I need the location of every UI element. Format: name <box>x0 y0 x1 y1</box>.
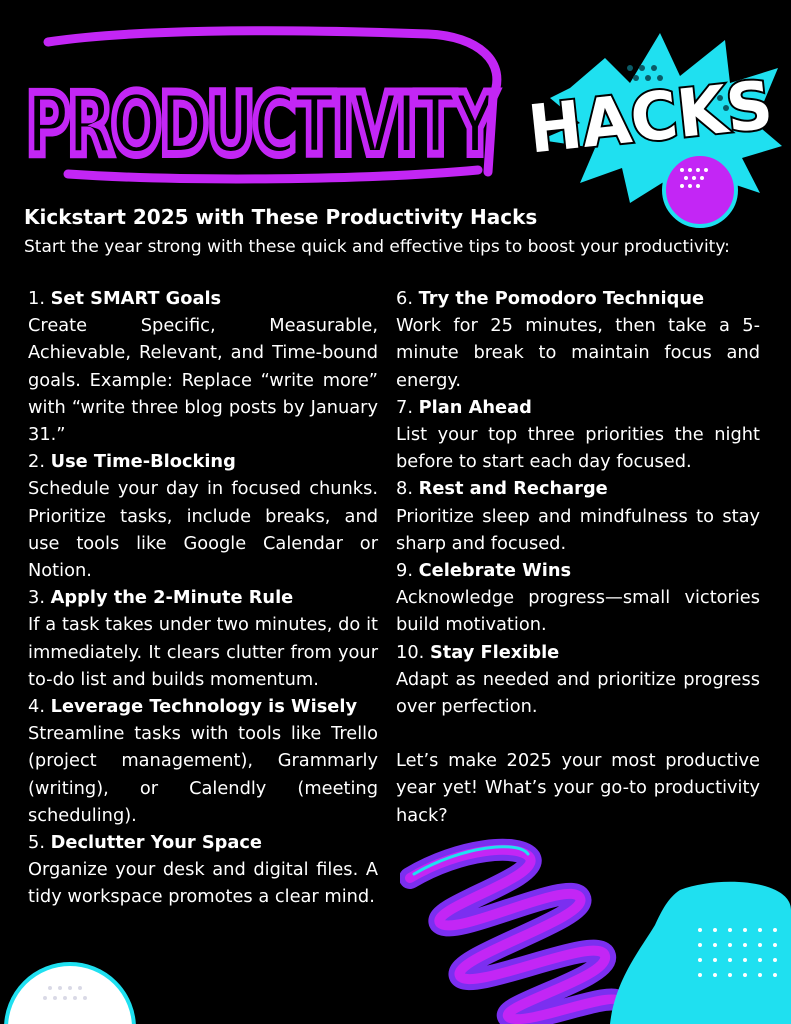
tip-name: Declutter Your Space <box>50 832 262 854</box>
tip-name: Set SMART Goals <box>50 288 222 309</box>
tip-body: Adapt as needed and prioritize progress over perfection. <box>396 668 760 718</box>
tip-body: List your top three priorities the night before to start each day focused. <box>396 424 760 473</box>
tip-title <box>396 394 760 421</box>
tip-body: Streamline tasks with tools like Trello (project management), Grammarly (writing), or Calendly (meeting scheduling). <box>28 723 378 826</box>
tip-item <box>396 394 760 476</box>
tip-name: Use Time-Blocking <box>50 451 236 473</box>
tip-title <box>28 448 378 475</box>
svg-text:HACKS: HACKS <box>524 65 785 169</box>
tip-body: Organize your desk and digital files. A tidy workspace promotes a clear mind. <box>28 859 378 908</box>
tip-number: 9. <box>396 560 413 582</box>
tip-title <box>28 693 378 720</box>
tip-name: Apply the 2-Minute Rule <box>50 587 294 609</box>
tip-name: Celebrate Wins <box>418 560 572 582</box>
tip-body: Work for 25 minutes, then take a 5-minute break to maintain focus and energy. <box>396 315 760 391</box>
tip-item <box>28 693 378 829</box>
closing-text: Let’s make 2025 your most productive year yet! What’s your go-to productivity hack? <box>396 750 760 826</box>
tip-body: If a task takes under two minutes, do it immediately. It clears clutter from your to-do list and builds momentum. <box>28 614 378 690</box>
tip-number: 5. <box>28 832 45 854</box>
tip-item <box>28 448 378 584</box>
tip-number: 3. <box>28 587 45 609</box>
tip-item <box>28 584 378 693</box>
tip-item <box>28 285 378 448</box>
tip-title <box>28 584 378 611</box>
tip-title <box>28 829 378 856</box>
tip-item <box>396 285 760 394</box>
tip-number: 1. <box>28 288 45 309</box>
page-subheading: Start the year strong with these quick and effective tips to boost your productivity: <box>24 237 730 257</box>
tip-number: 4. <box>28 696 45 718</box>
tip-item <box>396 475 760 557</box>
svg-text:PRODUCTIVITY: PRODUCTIVITY <box>26 75 498 175</box>
tips-column-right <box>396 285 760 829</box>
tip-number: 7. <box>396 396 413 418</box>
tips-column-left <box>28 285 378 911</box>
tip-name: Stay Flexible <box>429 641 560 663</box>
half-circle-decoration-icon <box>0 958 140 1024</box>
tip-number: 10. <box>396 641 425 663</box>
tip-body: Prioritize sleep and mindfulness to stay sharp and focused. <box>396 505 760 554</box>
tip-name: Leverage Technology is Wisely <box>50 696 358 718</box>
scribble-decoration-icon <box>400 838 630 1024</box>
cyan-blob-decoration-icon <box>610 880 791 1024</box>
tip-item <box>28 829 378 911</box>
tip-title <box>396 557 760 584</box>
tip-title <box>396 475 760 502</box>
tip-number: 2. <box>28 451 45 473</box>
tip-number: 6. <box>396 288 413 309</box>
tip-title <box>396 639 760 666</box>
productivity-title-logo <box>8 22 528 192</box>
tip-body: Acknowledge progress—small victories build motivation. <box>396 587 760 636</box>
tip-number: 8. <box>396 478 413 500</box>
tip-item <box>396 557 760 639</box>
tip-title <box>396 285 760 312</box>
tip-title <box>28 285 378 312</box>
tip-item <box>396 639 760 721</box>
tip-name: Try the Pomodoro Technique <box>418 288 705 309</box>
tip-body: Create Specific, Measurable, Achievable, Relevant, and Time-bound goals. Example: Replace “write more” with “write three blog posts by January 31.” <box>28 315 378 446</box>
page-heading: Kickstart 2025 with These Productivity Hacks <box>24 205 538 229</box>
tip-name: Plan Ahead <box>418 396 532 418</box>
tip-body: Schedule your day in focused chunks. Prioritize tasks, include breaks, and use tools like Google Calendar or Notion. <box>28 478 378 582</box>
tip-name: Rest and Recharge <box>418 478 608 500</box>
